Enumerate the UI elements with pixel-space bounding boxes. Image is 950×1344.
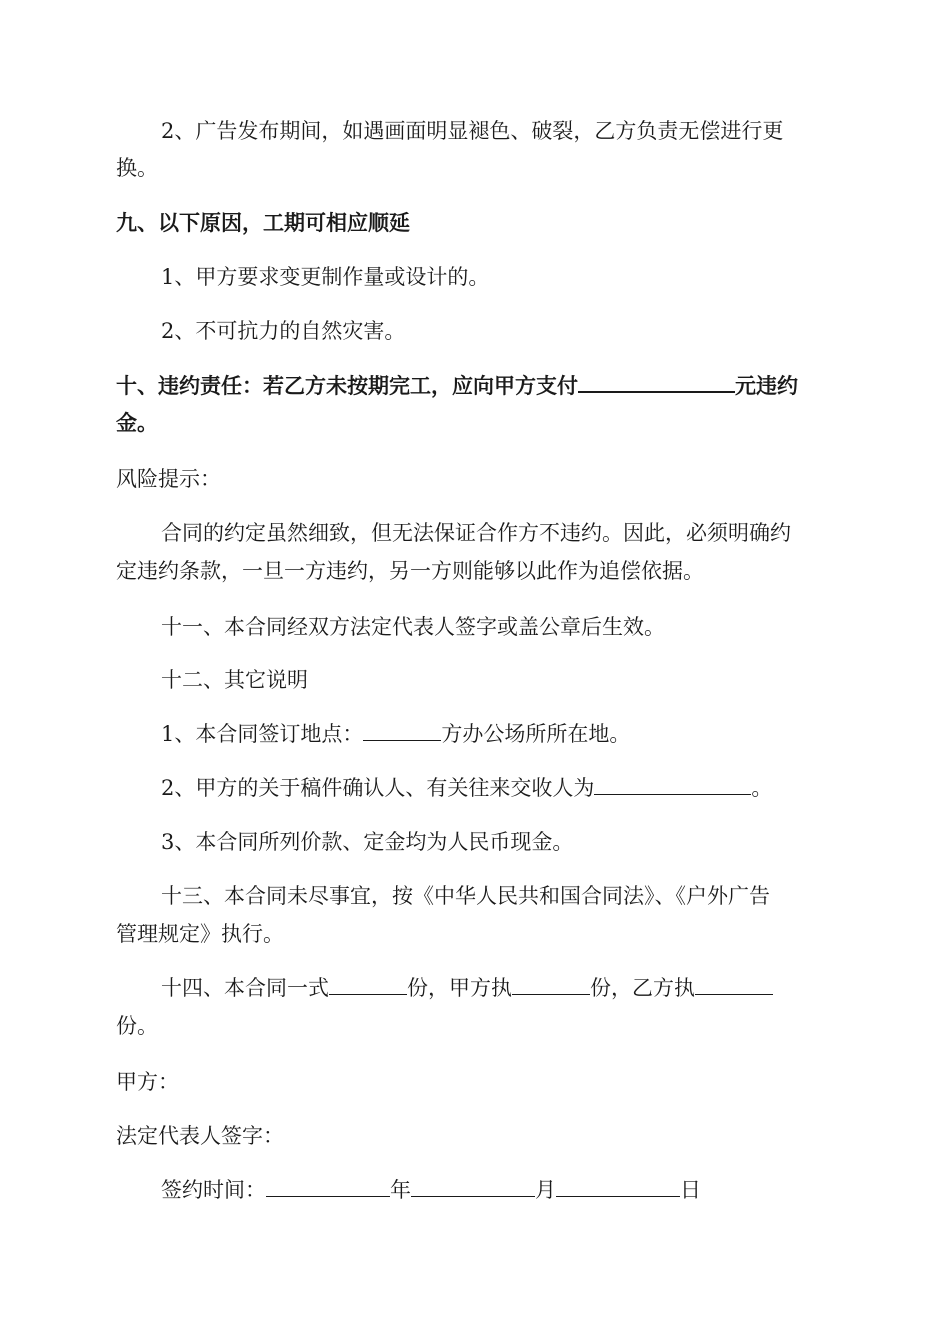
signing-date-line: [161, 1176, 836, 1204]
year-blank: [266, 1176, 390, 1197]
signing-place-blank: [363, 720, 441, 741]
clause-9-2: 2、不可抗力的自然灾害。: [161, 319, 406, 343]
clause-8-2-line1: 2、广告发布期间，如遇画面明显褪色、破裂，乙方负责无偿进行更: [161, 119, 784, 143]
clause-12-2-text: 2、甲方的关于稿件确认人、有关往来交收人为: [161, 776, 595, 800]
section-14-text: 十四、本合同一式: [161, 976, 329, 1000]
clause-12-1: [161, 720, 836, 748]
section-11: 十一、本合同经双方法定代表人签字或盖公章后生效。: [161, 615, 665, 639]
penalty-amount-blank: [578, 371, 735, 393]
month-label: 月: [535, 1178, 556, 1202]
section-13-line1: 十三、本合同未尽事宜，按《中华人民共和国合同法》、《户外广告: [161, 884, 770, 908]
legal-rep-signature-label: 法定代表人签字：: [116, 1124, 284, 1148]
clause-12-1-text-end: 方办公场所所在地。: [441, 722, 631, 746]
month-blank: [411, 1176, 535, 1197]
copies-party-a-blank: [512, 974, 590, 995]
section-14-text-b: 份，乙方执: [590, 976, 695, 1000]
risk-heading: 风险提示：: [116, 467, 221, 491]
clause-12-1-text: 1、本合同签订地点：: [161, 722, 364, 746]
section-14-line2: 份。: [116, 1014, 158, 1038]
risk-text-line2: 定违约条款，一旦一方违约，另一方则能够以此作为追偿依据。: [116, 559, 704, 583]
recipient-blank: [594, 774, 751, 795]
section-10-text: 十、违约责任：若乙方未按期完工，应向甲方支付: [116, 373, 578, 398]
clause-12-3: 3、本合同所列价款、定金均为人民币现金。: [161, 830, 574, 854]
section-10-heading: [116, 371, 836, 400]
day-label: 日: [680, 1178, 701, 1202]
section-13-line2: 管理规定》执行。: [116, 922, 284, 946]
day-blank: [556, 1176, 680, 1197]
clause-12-2: [161, 774, 836, 802]
section-10-line2: 金。: [116, 410, 158, 435]
year-label: 年: [390, 1178, 411, 1202]
section-14-line1: [161, 974, 836, 1002]
section-10-text-end: 元违约: [735, 373, 798, 398]
section-14-text-a: 份，甲方执: [407, 976, 512, 1000]
clause-12-2-text-end: 。: [751, 776, 773, 800]
clause-9-1: 1、甲方要求变更制作量或设计的。: [161, 265, 490, 289]
copies-party-b-blank: [695, 974, 773, 995]
section-12-heading: 十二、其它说明: [161, 668, 308, 692]
risk-text-line1: 合同的约定虽然细致，但无法保证合作方不违约。因此，必须明确约: [161, 521, 791, 545]
clause-8-2-line2: 换。: [116, 156, 158, 180]
party-a-label: 甲方：: [116, 1070, 179, 1094]
signing-date-label: 签约时间：: [161, 1178, 266, 1202]
copies-total-blank: [329, 974, 407, 995]
section-9-heading: 九、以下原因，工期可相应顺延: [116, 210, 410, 235]
